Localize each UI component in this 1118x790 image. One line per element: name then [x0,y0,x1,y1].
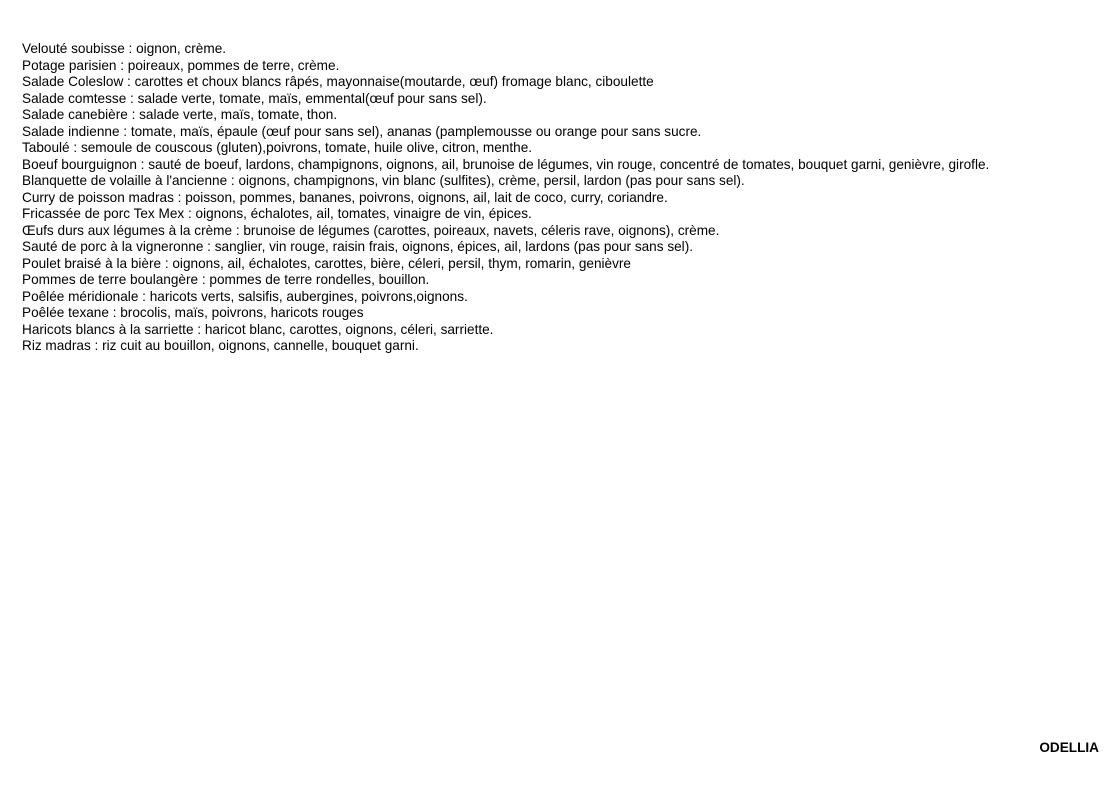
recipe-line: Poêlée méridionale : haricots verts, salsifis, aubergines, poivrons,oignons. [22,288,468,304]
recipe-line: Salade canebière : salade verte, maïs, tomate, thon. [22,107,338,122]
recipe-line: Pommes de terre boulangère : pommes de terre rondelles, bouillon. [22,272,430,287]
recipe-line: Haricots blancs à la sarriette : haricot blanc, carottes, oignons, céleri, sarriette. [22,321,494,337]
recipe-line: Potage parisien : poireaux, pommes de terre, crème. [22,57,340,73]
recipe-line: Salade indienne : tomate, maïs, épaule (œuf pour sans sel), ananas (pamplemousse ou orange pour sans sucre. [22,123,702,139]
recipe-ingredient-list [22,41,989,355]
recipe-line: Œufs durs aux légumes à la crème : brunoise de légumes (carottes, poireaux, navets, céleris rave, oignons), crème. [22,222,720,238]
footer-brand: ODELLIA [1039,740,1099,755]
recipe-line: Boeuf bourguignon : sauté de boeuf, lardons, champignons, oignons, ail, brunoise de légumes, vin rouge, concentré de tomates, bouquet garni, genièvre, girofle. [22,156,990,172]
recipe-line: Sauté de porc à la vigneronne : sanglier, vin rouge, raisin frais, oignons, épices, ail, lardons (pas pour sans sel). [22,239,693,254]
recipe-line: Poêlée texane : brocolis, maïs, poivrons, haricots rouges [22,305,364,320]
recipe-line: Curry de poisson madras : poisson, pommes, bananes, poivrons, oignons, ail, lait de coco, curry, coriandre. [22,189,668,205]
recipe-line: Fricassée de porc Tex Mex : oignons, échalotes, ail, tomates, vinaigre de vin, épices. [22,206,532,221]
recipe-line: Poulet braisé à la bière : oignons, ail, échalotes, carottes, bière, céleri, persil, thym, romarin, genièvre [22,255,631,271]
recipe-line: Riz madras : riz cuit au bouillon, oignons, cannelle, bouquet garni. [22,338,419,353]
recipe-line: Salade comtesse : salade verte, tomate, maïs, emmental(œuf pour sans sel). [22,90,487,106]
recipe-line: Taboulé : semoule de couscous (gluten),poivrons, tomate, huile olive, citron, menthe. [22,140,533,155]
recipe-line: Blanquette de volaille à l'ancienne : oignons, champignons, vin blanc (sulfites), crème, persil, lardon (pas pour sans sel). [22,173,745,188]
recipe-line: Velouté soubisse : oignon, crème. [22,41,227,56]
recipe-line: Salade Coleslow : carottes et choux blancs râpés, mayonnaise(moutarde, œuf) fromage blanc, ciboulette [22,74,654,89]
